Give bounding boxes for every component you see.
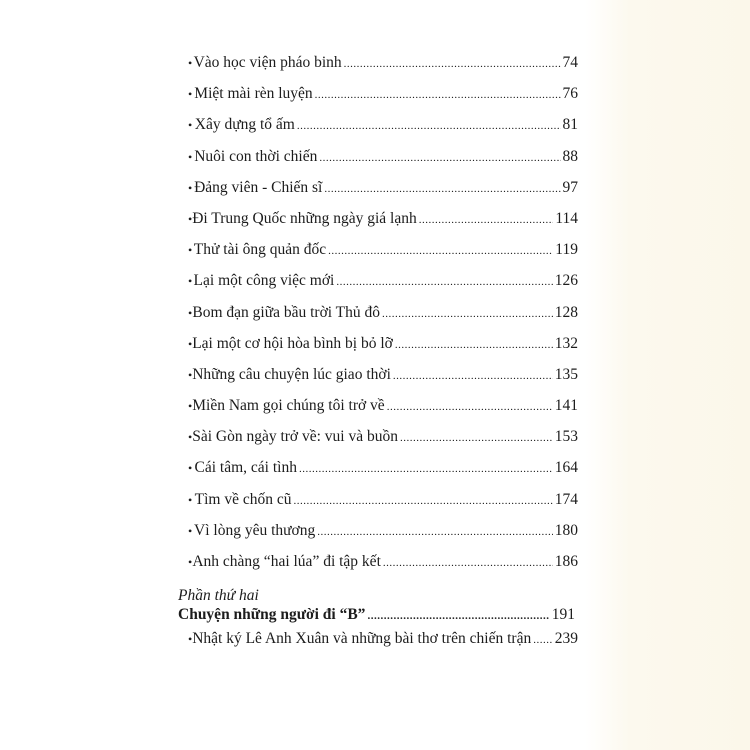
dot-leader bbox=[367, 610, 549, 622]
dot-leader bbox=[315, 89, 561, 101]
toc-title: Đảng viên - Chiến sĩ bbox=[194, 178, 323, 196]
toc-page-number: 81 bbox=[562, 116, 578, 134]
toc-title: Những câu chuyện lúc giao thời bbox=[192, 365, 391, 383]
toc-title: Miệt mài rèn luyện bbox=[194, 85, 313, 103]
bullet-icon: • bbox=[188, 430, 193, 445]
bullet-icon: • bbox=[188, 243, 193, 258]
toc-page-number: 191 bbox=[551, 606, 575, 623]
toc-page-number: 141 bbox=[554, 397, 578, 415]
toc-title: Nuôi con thời chiến bbox=[194, 147, 318, 165]
dot-leader bbox=[299, 463, 553, 475]
toc-row bbox=[178, 459, 578, 490]
toc-page-number: 74 bbox=[562, 54, 578, 71]
toc-page-number: 126 bbox=[554, 272, 578, 290]
toc-row bbox=[178, 241, 578, 272]
dot-leader bbox=[336, 276, 552, 288]
toc-title: Thử tài ông quản đốc bbox=[193, 241, 327, 259]
toc-page-number: 135 bbox=[554, 365, 578, 383]
bullet-icon: • bbox=[188, 56, 193, 70]
dot-leader bbox=[395, 339, 553, 351]
toc-title: Lại một công việc mới bbox=[193, 272, 335, 290]
bullet-icon: • bbox=[188, 632, 193, 646]
toc-title: Anh chàng “hai lúa” đi tập kết bbox=[192, 553, 381, 570]
toc-row bbox=[178, 116, 578, 147]
toc-page-number: 97 bbox=[562, 178, 578, 196]
toc-row bbox=[178, 210, 578, 241]
toc-page-number: 76 bbox=[562, 85, 578, 103]
toc-list bbox=[178, 54, 578, 584]
toc-row bbox=[178, 522, 578, 553]
bullet-icon: • bbox=[188, 118, 193, 133]
toc-row bbox=[178, 366, 578, 397]
toc-row bbox=[178, 304, 578, 335]
bullet-icon: • bbox=[188, 274, 193, 289]
dot-leader bbox=[317, 526, 553, 538]
dot-leader bbox=[319, 152, 560, 164]
toc-title: Tìm về chốn cũ bbox=[194, 490, 292, 508]
toc-title: Vào học viện pháo binh bbox=[193, 54, 342, 71]
toc-page-number: 88 bbox=[562, 147, 578, 165]
bullet-icon: • bbox=[188, 461, 193, 476]
toc-row bbox=[178, 85, 578, 116]
toc-row bbox=[178, 54, 578, 85]
toc-page-number: 174 bbox=[554, 490, 578, 508]
dot-leader bbox=[324, 183, 560, 195]
bullet-icon: • bbox=[188, 492, 193, 507]
dot-leader bbox=[382, 308, 553, 320]
toc-page-number: 128 bbox=[554, 303, 578, 321]
bullet-icon: • bbox=[188, 211, 193, 226]
toc-page-number: 132 bbox=[554, 334, 578, 352]
toc-page-number: 153 bbox=[554, 428, 578, 446]
toc-title: Sài Gòn ngày trở về: vui và buồn bbox=[192, 428, 398, 446]
toc-title: Lại một cơ hội hòa bình bị bỏ lỡ bbox=[192, 334, 393, 352]
toc-page-number: 114 bbox=[555, 209, 578, 227]
toc-title: Bom đạn giữa bầu trời Thủ đô bbox=[192, 303, 381, 321]
dot-leader bbox=[297, 120, 561, 132]
dot-leader bbox=[387, 401, 553, 413]
dot-leader bbox=[344, 58, 561, 70]
toc-title: Xây dựng tổ ấm bbox=[194, 116, 295, 134]
dot-leader bbox=[400, 432, 553, 444]
toc-page-number: 180 bbox=[554, 521, 578, 539]
toc-page-number: 119 bbox=[555, 241, 578, 259]
toc-page-number: 186 bbox=[554, 553, 578, 570]
toc-title: Cái tâm, cái tình bbox=[194, 459, 297, 477]
bullet-icon: • bbox=[188, 149, 193, 164]
part-label: Phần thứ hai bbox=[178, 587, 259, 604]
dot-leader bbox=[393, 370, 553, 382]
dot-leader bbox=[419, 214, 554, 226]
bullet-icon: • bbox=[188, 523, 193, 538]
bullet-icon: • bbox=[188, 555, 193, 569]
toc-row bbox=[178, 272, 578, 303]
toc-title: Miền Nam gọi chúng tôi trở về bbox=[192, 397, 385, 415]
toc-row bbox=[178, 335, 578, 366]
toc-page-number: 164 bbox=[554, 459, 578, 477]
toc-row bbox=[178, 179, 578, 210]
toc-row bbox=[178, 630, 578, 661]
dot-leader bbox=[328, 245, 553, 257]
toc-title: Đi Trung Quốc những ngày giá lạnh bbox=[192, 209, 417, 227]
bullet-icon: • bbox=[188, 336, 193, 351]
toc-title: Vì lòng yêu thương bbox=[194, 521, 316, 539]
toc-title: Nhật ký Lê Anh Xuân và những bài thơ trên chiến trận bbox=[192, 630, 532, 647]
section-entries bbox=[178, 630, 578, 661]
bullet-icon: • bbox=[188, 305, 193, 320]
bullet-icon: • bbox=[188, 180, 193, 195]
toc-row bbox=[178, 428, 578, 459]
dot-leader bbox=[383, 557, 553, 569]
toc-row bbox=[178, 553, 578, 584]
bullet-icon: • bbox=[188, 367, 193, 382]
bullet-icon: • bbox=[188, 399, 193, 414]
toc-page-number: 239 bbox=[554, 630, 578, 647]
toc-title: Chuyện những người đi “B” bbox=[178, 606, 366, 623]
dot-leader bbox=[533, 634, 553, 646]
toc-row bbox=[178, 148, 578, 179]
dot-leader bbox=[294, 495, 553, 507]
toc-row bbox=[178, 397, 578, 428]
bullet-icon: • bbox=[188, 87, 193, 102]
toc-row bbox=[178, 491, 578, 522]
